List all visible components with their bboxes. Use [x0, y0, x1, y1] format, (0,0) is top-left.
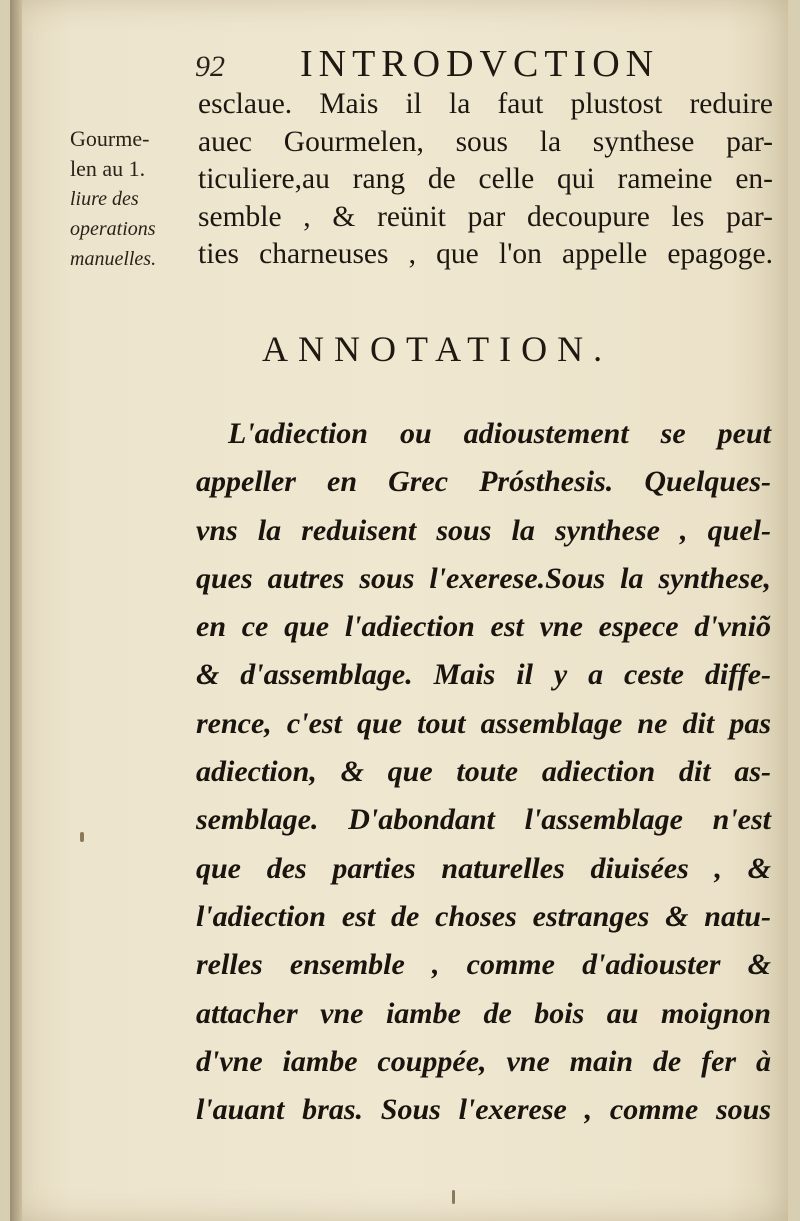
annotation-line: que des parties naturelles diuisées , &: [196, 851, 771, 885]
margin-note: [70, 124, 195, 274]
annotation-line: relles ensemble , comme d'adiouster &: [196, 948, 771, 982]
annotation-line: en ce que l'adiection est vne espece d'vniõ: [196, 610, 771, 644]
body-line: esclaue. Mais il la faut plustost reduire: [198, 88, 773, 120]
margin-note-line: liure des: [70, 188, 139, 210]
body-text: [198, 86, 773, 274]
running-title: INTRODVCTION: [300, 43, 660, 85]
page-number: 92: [195, 50, 225, 83]
annotation-line: semblage. D'abondant l'assemblage n'est: [196, 803, 771, 837]
ink-speck: [452, 1190, 455, 1204]
annotation-line: adiection, & que toute adiection dit as-: [196, 755, 771, 789]
body-line: auec Gourmelen, sous la synthese par-: [198, 125, 773, 158]
margin-note-line: manuelles.: [70, 248, 157, 270]
annotation-line: appeller en Grec Prósthesis. Quelques-: [196, 465, 771, 499]
annotation-line: attacher vne iambe de bois au moignon: [196, 996, 771, 1030]
margin-note-line: len au 1.: [70, 156, 146, 181]
body-line: semble , & reünit par decoupure les par-: [198, 200, 773, 233]
annotation-line: l'adiection est de choses estranges & natu-: [196, 899, 771, 933]
annotation-line: vns la reduisent sous la synthese , quel-: [196, 513, 771, 547]
body-line: ties charneuses , que l'on appelle epagoge.: [198, 238, 773, 270]
margin-note-line: Gourme-: [70, 126, 150, 151]
annotation-line: & d'assemblage. Mais il y a ceste diffe-: [196, 658, 771, 692]
binding-edge: [10, 0, 22, 1221]
margin-note-line: operations: [70, 218, 156, 240]
body-line: ticuliere,au rang de celle qui rameine en-: [198, 163, 773, 195]
annotation-line: d'vne iambe couppée, vne main de fer à: [196, 1044, 771, 1078]
ink-speck: [80, 832, 84, 842]
annotation-line: l'auant bras. Sous l'exerese , comme sous: [196, 1093, 771, 1127]
section-heading: ANNOTATION.: [262, 329, 613, 369]
annotation-line: rence, c'est que tout assemblage ne dit pas: [196, 706, 771, 740]
annotation-line: L'adiection ou adioustement se peut: [228, 417, 771, 450]
running-head: [0, 42, 800, 85]
annotation-line: ques autres sous l'exerese.Sous la synthese,: [196, 561, 771, 595]
annotation-text: [196, 410, 771, 1134]
